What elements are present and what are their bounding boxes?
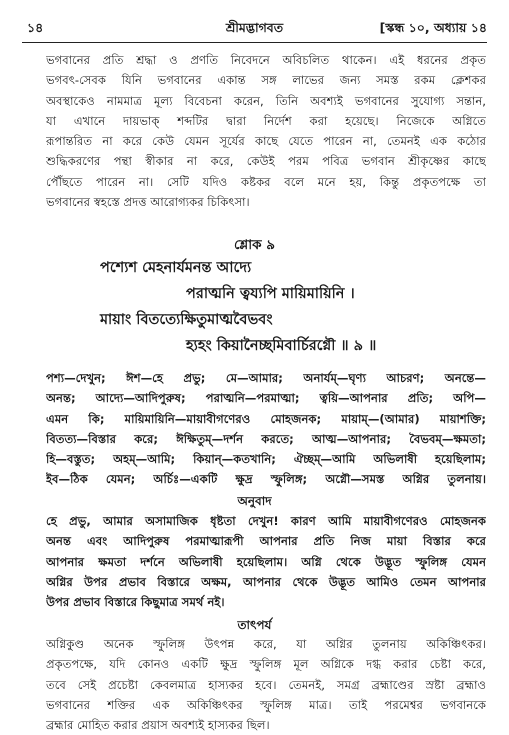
text-line: ভগবানের প্রতি শ্রদ্ধা ও প্রণতি নিবেদনে অবিচলিত থাকেন। এই ধরনের প্রকৃত — [46, 53, 486, 67]
verse-line: মায়াং বিতত্যেক্ষিতুমাত্মবৈভবং — [100, 312, 273, 328]
text-line: অবস্থাকেও নামমাত্র মূল্য বিবেচনা করেন, তিনি অবশ্যই ভগবানের সুযোগ্য সন্তান, — [46, 93, 486, 108]
text-line: অনন্ত; আদ্যে—আদিপুরুষ; পরাত্মনি—পরমাত্মা; ত্বয়ি—আপনার প্রতি; অপি— — [46, 391, 486, 406]
text-line: এমন কি; মায়িমায়িনি—মায়াবীগণেরও মোহজনক; মায়াম্‌—(আমার) মায়াশক্তি; — [46, 411, 486, 426]
purport-heading: তাৎপর্য — [237, 618, 272, 632]
verse-heading: শ্লোক ৯ — [233, 237, 276, 253]
text-line: ভগবানের শক্তির এক অকিঞ্চিৎকর স্ফুলিঙ্গ মাত্র। তাই পরমেশ্বর ভগবানকে — [46, 697, 486, 712]
canto-chapter-label: [স্কন্ধ ১০, অধ্যায় ১৪ — [379, 20, 487, 35]
translation-heading: অনুবাদ — [237, 494, 272, 508]
text-line: ব্রহ্মার মোহিত করার প্রয়াস অবশ্যই হাস্যকর ছিল। — [46, 718, 270, 733]
text-line: ভগবৎ-সেবক যিনি ভগবানের একান্ত সঙ্গ লাভের জন্য সমস্ত রকম ক্লেশকর — [46, 73, 486, 88]
purport-paragraph — [46, 634, 486, 735]
text-line: ভগবানের স্বহস্তে প্রদত্ত আরোগ্যকর চিকিৎসা। — [46, 195, 250, 210]
text-line: হি—বস্তুত; অহম্‌—আমি; কিয়ান্‌—কতখানি; ঐচ্ছম্‌—আমি অভিলাষী হয়েছিলাম; — [46, 452, 486, 467]
book-title: শ্রীমদ্ভাগবত — [225, 20, 284, 35]
text-line: ইব—ঠিক যেমন; অর্চিঃ—একটি ক্ষুদ্র স্ফুলিঙ্গ; অগ্নৌ—সমস্ত অগ্নির তুলনায়। — [46, 472, 486, 487]
text-line: তবে সেই প্রচেষ্টা কেবলমাত্র হাস্যকর হবে। তেমনই, সমগ্র ব্রহ্মাণ্ডের স্রষ্টা ব্রহ্মাও — [46, 677, 486, 692]
verse-line: পরাত্মনি ত্বয্যপি মায়িমায়িনি । — [186, 286, 355, 302]
text-line: পশ্য—দেখুন; ঈশ—হে প্রভু; মে—আমার; অনার্যম্‌—ঘৃণ্য আচরণ; অনন্তে— — [46, 371, 486, 385]
text-line: অগ্নিকুণ্ড অনেক স্ফুলিঙ্গ উৎপন্ন করে, যা অগ্নির তুলনায় অকিঞ্চিৎকর। — [46, 637, 486, 651]
translation-paragraph — [46, 511, 486, 612]
text-line: রূপান্তরিত না করে কেউ যেমন সূর্যের কাছে যেতে পারেন না, তেমনই এক কঠোর — [46, 134, 486, 149]
verse-line: পশ্যেশ মেহনার্যমনন্ত আদ্যে — [100, 260, 252, 276]
verse-line: হ্যহং কিয়ানৈচ্ছমিবার্চিরগ্নৌ ॥ ৯ ॥ — [186, 338, 377, 354]
purport-continued-paragraph — [46, 50, 486, 212]
page-number: ১৪ — [27, 20, 44, 35]
text-line: হে প্রভু, আমার অসামাজিক ধৃষ্টতা দেখুন! কারণ আমি মায়াবীগণেরও মোহজনক — [46, 514, 486, 528]
text-line: পৌঁছতে পারেন না। সেটি যদিও কষ্টকর বলে মনে হয়, কিন্তু প্রকৃতপক্ষে তা — [46, 174, 486, 189]
header-rule — [22, 42, 487, 43]
text-line: অগ্নির উপর প্রভাব বিস্তারে অক্ষম, আপনার থেকে উদ্ভূত আমিও তেমন আপনার — [46, 574, 486, 589]
text-line: অনন্ত এবং আদিপুরুষ পরমাত্মারূপী আপনার প্রতি নিজ মায়া বিস্তার করে — [46, 534, 486, 549]
running-header — [22, 20, 487, 40]
text-line: বিতত্য—বিস্তার করে; ঈক্ষিতুম্‌—দর্শন করতে; আত্ম—আপনার; বৈভবম্‌—ক্ষমতা; — [46, 431, 486, 446]
text-line: যা এখানে দায়ভাক্‌ শব্দটির দ্বারা নির্দেশ করা হয়েছে। নিজেকে অগ্নিতে — [46, 113, 486, 128]
text-line: প্রকৃতপক্ষে, যদি কোনও একটি ক্ষুদ্র স্ফুলিঙ্গ মূল অগ্নিকে দগ্ধ করার চেষ্টা করে, — [46, 657, 486, 672]
synonyms-paragraph — [46, 368, 486, 490]
text-line: শুদ্ধিকরণের পন্থা স্বীকার না করে, কেউই পরম পবিত্র ভগবান শ্রীকৃষ্ণের কাছে — [46, 154, 486, 169]
text-line: উপর প্রভাব বিস্তারে কিছুমাত্র সমর্থ নই। — [46, 595, 225, 610]
text-line: আপনার ক্ষমতা দর্শনে অভিলাষী হয়েছিলাম। অগ্নি থেকে উদ্ভূত স্ফুলিঙ্গ যেমন — [46, 554, 486, 569]
